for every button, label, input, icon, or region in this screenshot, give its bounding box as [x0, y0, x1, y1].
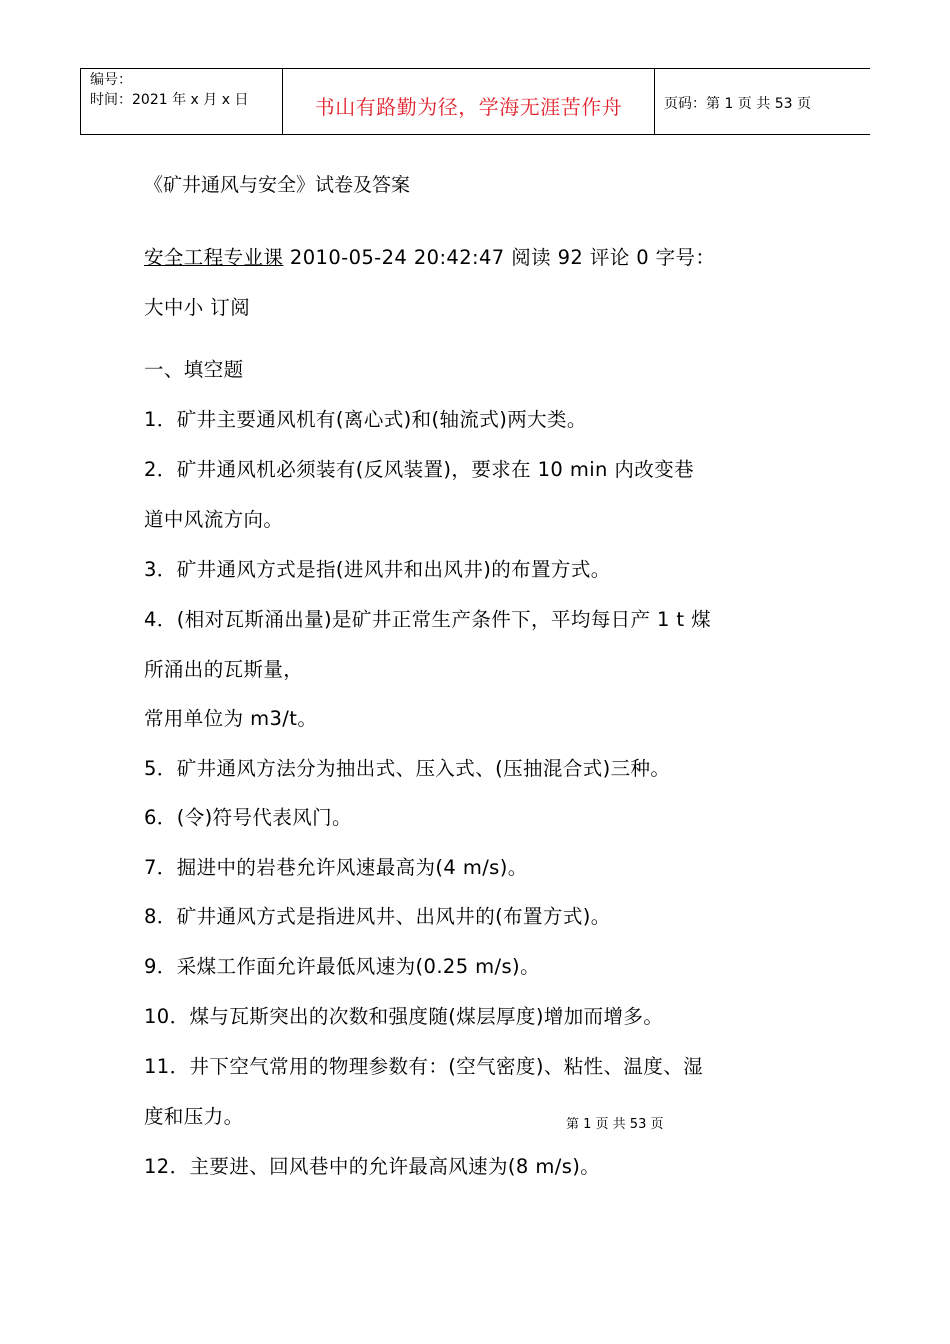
motto: 书山有路勤为径，学海无涯苦作舟: [314, 95, 623, 119]
question-line: 11．井下空气常用的物理参数有：(空气密度)、粘性、温度、湿: [144, 1055, 704, 1078]
question-line: 所涌出的瓦斯量，: [144, 658, 304, 681]
header-table: [80, 68, 870, 135]
footer-page-number: 第 1 页 共 53 页: [566, 1117, 664, 1132]
section-heading: 一、填空题: [144, 358, 244, 381]
header-info-cell: [81, 69, 282, 134]
question-line: 2．矿井通风机必须装有(反风装置)，要求在 10 min 内改变巷: [144, 458, 695, 481]
question-line: 道中风流方向。: [144, 508, 284, 531]
meta-line: [144, 242, 715, 270]
header-page-cell: [655, 69, 870, 134]
question-line: 1．矿井主要通风机有(离心式)和(轴流式)两大类。: [144, 408, 587, 431]
document-date: 时间：2021 年 x 月 x 日: [90, 92, 249, 108]
question-line: 9．采煤工作面允许最低风速为(0.25 m/s)。: [144, 955, 540, 978]
question-line: 4．(相对瓦斯涌出量)是矿井正常生产条件下，平均每日产 1 t 煤: [144, 608, 711, 631]
question-line: 3．矿井通风方式是指(进风井和出风井)的布置方式。: [144, 558, 611, 581]
question-line: 12．主要进、回风巷中的允许最高风速为(8 m/s)。: [144, 1155, 601, 1178]
question-line: 8．矿井通风方式是指进风井、出风井的(布置方式)。: [144, 905, 611, 928]
question-line: 常用单位为 m3/t。: [144, 707, 318, 730]
question-line: 6．(令)符号代表风门。: [144, 806, 352, 829]
question-line: 7．掘进中的岩巷允许风速最高为(4 m/s)。: [144, 856, 528, 879]
header-motto-cell: [282, 69, 655, 134]
document-title: 《矿井通风与安全》试卷及答案: [144, 174, 411, 196]
category-link[interactable]: 安全工程专业课: [144, 246, 284, 269]
question-line: 5．矿井通风方法分为抽出式、压入式、(压抽混合式)三种。: [144, 757, 671, 780]
document-number-label: 编号：: [90, 72, 132, 88]
page-code: 页码：第 1 页 共 53 页: [664, 96, 811, 112]
question-line: 度和压力。: [144, 1105, 244, 1128]
meta-info: 2010-05-24 20:42:47 阅读 92 评论 0 字号：: [283, 246, 716, 269]
meta-line-2: 大中小 订阅: [144, 296, 251, 319]
question-line: 10．煤与瓦斯突出的次数和强度随(煤层厚度)增加而增多。: [144, 1005, 664, 1028]
